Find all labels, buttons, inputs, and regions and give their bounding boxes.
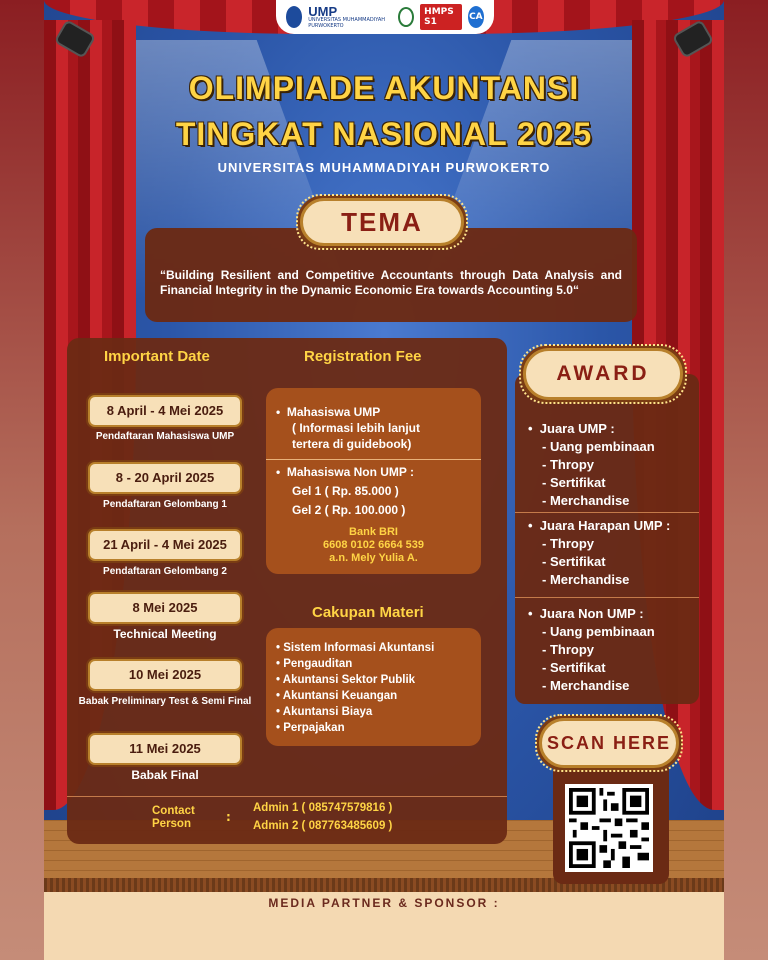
fee-gel-2: Gel 2 ( Rp. 100.000 ) [292,503,406,517]
theme-marquee: TEMA [300,198,464,246]
list-item: • Akuntansi Sektor Publik [276,672,434,688]
date-pill-1: 8 April - 4 Mei 2025 [88,395,242,427]
fee-ump-note-1: ( Informasi lebih lanjut [292,421,421,435]
scan-here-marquee: SCAN HERE [539,718,679,768]
sponsor-section [44,892,724,960]
award-group-juara-ump: • Juara UMP : - Uang pembinaan - Thropy - Sertifikat - Merchandise [528,421,655,508]
list-item: • Akuntansi Keuangan [276,688,434,704]
award-divider-1 [515,512,699,513]
date-pill-4: 8 Mei 2025 [88,592,242,624]
qr-code-icon [569,788,649,868]
event-title-line-2: TINGKAT NASIONAL 2025 [175,116,593,152]
sponsor-heading: MEDIA PARTNER & SPONSOR : [268,896,500,910]
fee-non-ump-title: • Mahasiswa Non UMP : [276,465,415,479]
theme-text: “Building Resilient and Competitive Accountants through Data Analysis and Financial Integrity in the Dynamic Economic Era towards Accounting 5.0“ [160,268,622,297]
date-pill-5: 10 Mei 2025 [88,659,242,691]
date-caption-1: Pendaftaran Mahasiswa UMP [95,431,235,442]
list-item: • Sistem Informasi Akuntansi [276,640,434,656]
date-caption-5: Babak Preliminary Test & Semi Final [78,696,252,707]
date-caption-4: Technical Meeting [113,627,217,641]
logo-bar [276,0,494,34]
important-date-heading: Important Date [104,348,210,365]
date-caption-6: Babak Final [131,768,199,782]
list-item: • Perpajakan [276,720,434,736]
date-pill-2: 8 - 20 April 2025 [88,462,242,494]
poster-stage [44,0,724,960]
qr-code[interactable] [565,784,653,872]
award-marquee: AWARD [523,348,683,400]
left-border [0,0,44,960]
fee-gel-1: Gel 1 ( Rp. 85.000 ) [292,484,399,498]
award-group-juara-non-ump: • Juara Non UMP : - Uang pembinaan - Thropy - Sertifikat - Merchandise [528,606,655,693]
contact-colon: : [226,810,231,824]
faculty-logo-icon [398,7,414,27]
materi-list [276,640,434,736]
admin-2-contact[interactable]: Admin 2 ( 087763485609 ) [253,820,393,832]
contact-divider [67,796,507,797]
fee-ump-title: • Mahasiswa UMP [276,405,381,419]
contact-label: Contact Person [152,805,195,830]
fee-ump-note-2: tertera di guidebook) [292,437,412,451]
award-group-juara-harapan-ump: • Juara Harapan UMP : - Thropy - Sertifikat - Merchandise [528,518,671,587]
date-caption-2: Pendaftaran Gelombang 1 [103,499,227,510]
date-caption-3: Pendaftaran Gelombang 2 [103,566,227,577]
university-name: UNIVERSITAS MUHAMMADIYAH PURWOKERTO [217,160,551,175]
materi-heading: Cakupan Materi [312,604,424,621]
date-pill-6: 11 Mei 2025 [88,733,242,765]
list-item: • Pengauditan [276,656,434,672]
registration-fee-heading: Registration Fee [304,348,422,365]
date-pill-3: 21 April - 4 Mei 2025 [88,529,242,561]
award-divider-2 [515,597,699,598]
ca-logo-icon: CA [468,6,484,28]
fee-divider [266,459,481,460]
admin-1-contact[interactable]: Admin 1 ( 085747579816 ) [253,802,393,814]
event-title-line-1: OLIMPIADE AKUNTANSI [188,70,580,106]
ump-logo-icon [286,6,302,28]
right-border [724,0,768,960]
hmps-logo: HMPS S1 [420,4,462,30]
bank-info: Bank BRI 6608 0102 6664 539 a.n. Mely Yulia A. [323,526,424,564]
list-item: • Akuntansi Biaya [276,704,434,720]
ump-logo-text: UMP UNIVERSITAS MUHAMMADIYAH PURWOKERTO [308,4,386,29]
